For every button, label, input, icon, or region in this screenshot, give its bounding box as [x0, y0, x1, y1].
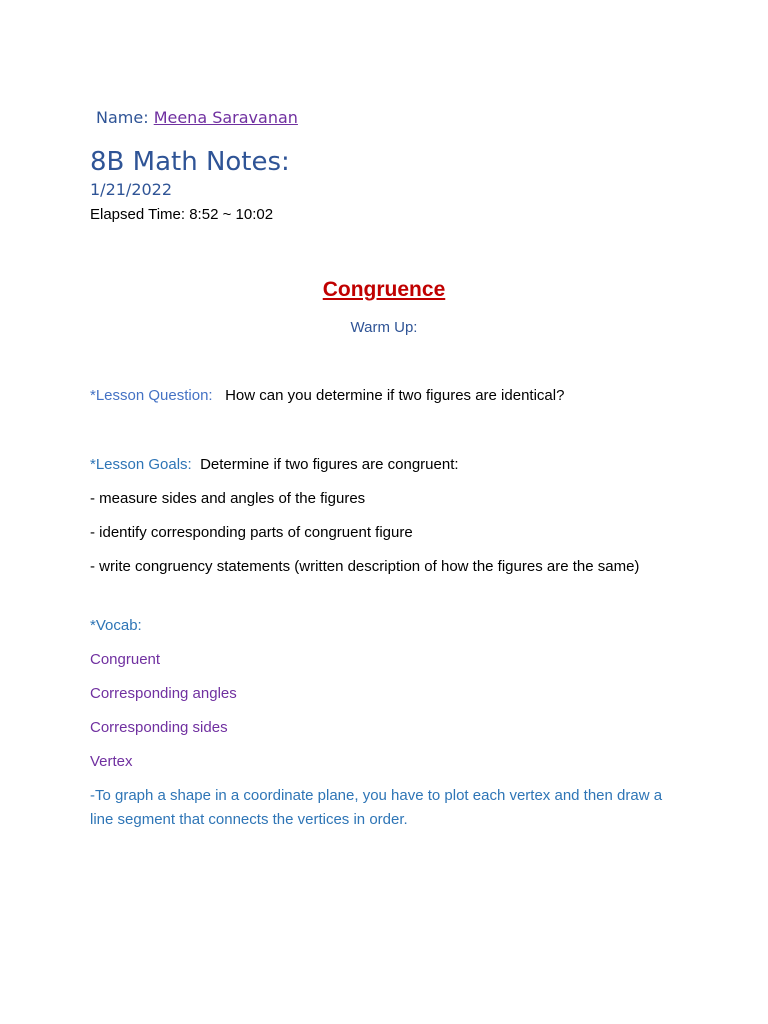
student-name-line	[96, 110, 298, 126]
lesson-goal-item: - identify corresponding parts of congruent figure	[90, 524, 413, 541]
section-heading: Congruence	[322, 278, 446, 301]
student-name: Meena Saravanan	[153, 108, 298, 127]
document-date: 1/21/2022	[90, 180, 173, 199]
vocab-item: Corresponding angles	[90, 685, 237, 702]
lesson-goals-text: Determine if two figures are congruent:	[200, 456, 459, 473]
lesson-goals	[90, 457, 459, 472]
vocab-label: *Vocab:	[90, 617, 142, 634]
elapsed-time: Elapsed Time: 8:52 ~ 10:02	[90, 206, 274, 223]
lesson-goal-item: - measure sides and angles of the figures	[90, 490, 366, 507]
lesson-goals-label: *Lesson Goals:	[90, 456, 192, 473]
lesson-question	[90, 388, 564, 403]
graphing-note: -To graph a shape in a coordinate plane, you have to plot each vertex and then draw a line segment that connects the vertices in order.	[90, 787, 663, 828]
lesson-question-text: How can you determine if two figures are identical?	[225, 387, 565, 404]
vocab-item: Corresponding sides	[90, 719, 228, 736]
vocab-item: Vertex	[90, 753, 133, 770]
lesson-goal-item: - write congruency statements (written description of how the figures are the same)	[90, 558, 640, 575]
warm-up-label: Warm Up:	[350, 319, 418, 336]
lesson-question-label: *Lesson Question:	[90, 387, 213, 404]
document-title: 8B Math Notes:	[90, 147, 290, 177]
vocab-item: Congruent	[90, 651, 161, 668]
name-label: Name:	[96, 108, 154, 127]
